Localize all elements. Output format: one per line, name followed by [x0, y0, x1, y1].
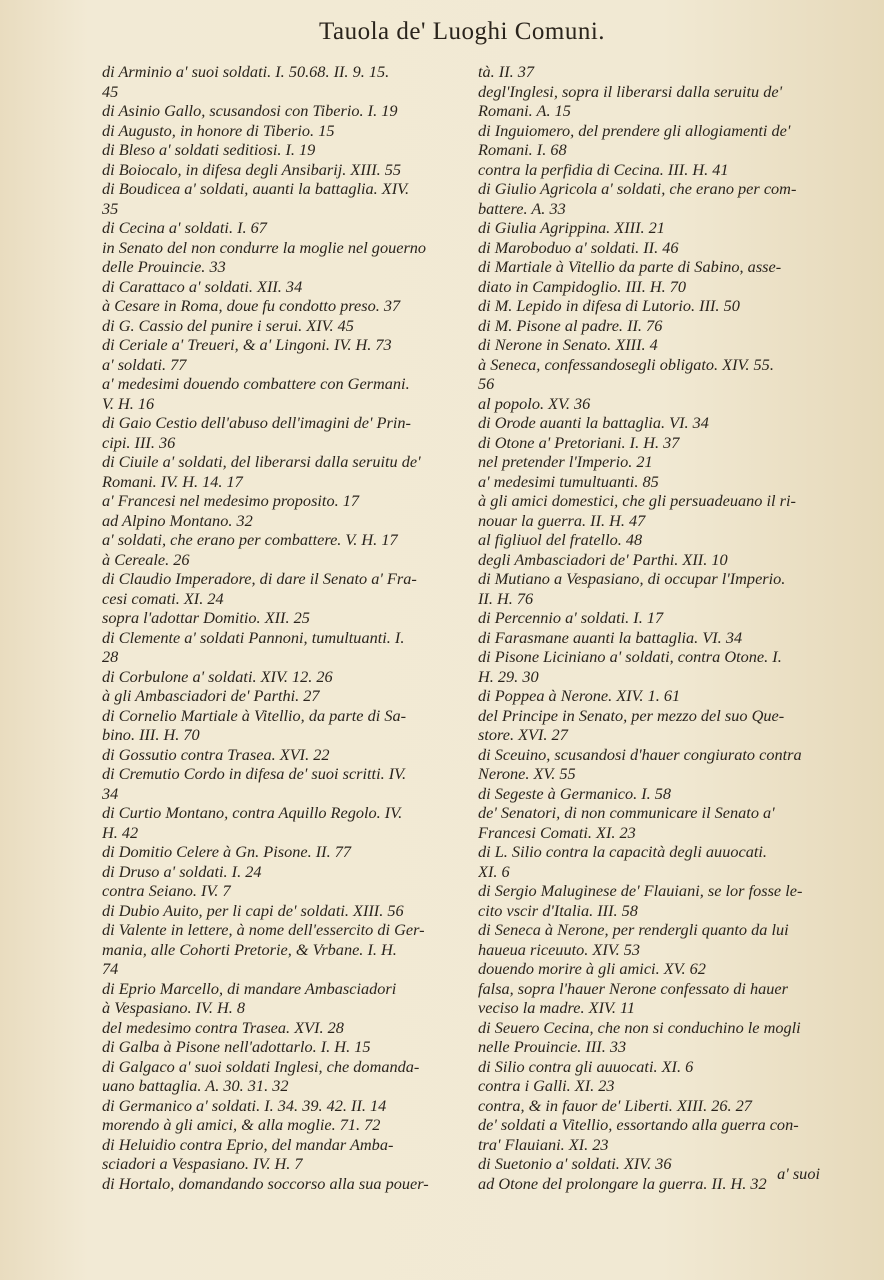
index-entry-line: di Pisone Liciniano a' soldati, contra Otone. I.: [478, 647, 782, 666]
index-entry-line: di Claudio Imperadore, di dare il Senato a' Fra-: [102, 569, 417, 588]
index-entry-line: di M. Pisone al padre. II. 76: [478, 315, 663, 335]
index-entry-line: di Asinio Gallo, scusandosi con Tiberio. I. 19: [102, 101, 398, 120]
index-entry-line: Nerone. XV. 55: [478, 764, 576, 783]
index-entry-line: a' medesimi tumultuanti. 85: [478, 471, 659, 491]
index-entry-line: Francesi Comati. XI. 23: [478, 822, 636, 842]
index-entry-line: di Inguiomero, del prendere gli allogiamenti de': [478, 120, 791, 140]
index-entry-line: falsa, sopra l'hauer Nerone confessato di hauer: [478, 978, 788, 998]
index-entry-line: store. XVI. 27: [478, 725, 568, 744]
index-entry-line: di Cremutio Cordo in difesa de' suoi scritti. IV.: [102, 764, 407, 783]
index-entry-line: ad Alpino Montano. 32: [102, 510, 253, 530]
index-entry-line: di Giulio Agricola a' soldati, che erano per com-: [478, 179, 797, 198]
index-entry-line: di Suetonio a' soldati. XIV. 36: [478, 1154, 672, 1173]
index-entry-line: di Druso a' soldati. I. 24: [102, 861, 262, 881]
index-entry-line: contra i Galli. XI. 23: [478, 1076, 615, 1095]
index-entry-line: mania, alle Cohorti Pretorie, & Vrbane. I. H.: [102, 939, 397, 959]
index-entry-line: di Nerone in Senato. XIII. 4: [478, 335, 658, 354]
index-entry-line: di Ceriale a' Treueri, & a' Lingoni. IV. H. 73: [102, 335, 392, 354]
index-entry-line: di Gossutio contra Trasea. XVI. 22: [102, 744, 330, 764]
index-entry-line: di Cornelio Martiale à Vitellio, da parte di Sa-: [102, 705, 407, 725]
index-entry-line: XI. 6: [478, 861, 510, 881]
index-entry-line: di Germanico a' soldati. I. 34. 39. 42. II. 14: [102, 1095, 387, 1115]
index-entry-line: di Arminio a' suoi soldati. I. 50.68. II. 9. 15.: [102, 62, 390, 81]
index-entry-line: V. H. 16: [102, 393, 155, 413]
index-entry-line: di Corbulone a' soldati. XIV. 12. 26: [102, 666, 333, 686]
index-entry-line: cipi. III. 36: [102, 432, 176, 452]
index-entry-line: à Seneca, confessandosegli obligato. XIV. 55.: [478, 354, 774, 374]
index-entry-line: diato in Campidoglio. III. H. 70: [478, 276, 687, 296]
index-entry-line: al popolo. XV. 36: [478, 393, 591, 413]
index-entry-line: sciadori a Vespasiano. IV. H. 7: [102, 1154, 303, 1173]
index-entry-line: de' Senatori, di non communicare il Senato a': [478, 803, 775, 822]
index-entry-line: bino. III. H. 70: [102, 725, 200, 744]
index-entry-line: 28: [102, 647, 119, 666]
index-entry-line: veciso la madre. XIV. 11: [478, 998, 636, 1017]
index-entry-line: a' Francesi nel medesimo proposito. 17: [102, 491, 360, 510]
index-entry-line: di Carattaco a' soldati. XII. 34: [102, 276, 303, 296]
index-entry-line: à gli Ambasciadori de' Parthi. 27: [102, 686, 320, 705]
index-column-left: [102, 62, 482, 1193]
index-entry-line: à Cereale. 26: [102, 549, 190, 569]
index-entry-line: di Seuero Cecina, che non si conduchino le mogli: [478, 1017, 801, 1037]
index-entry-line: uano battaglia. A. 30. 31. 32: [102, 1076, 289, 1095]
index-entry-line: à gli amici domestici, che gli persuadeuano il ri-: [478, 491, 796, 510]
index-entry-line: ad Otone del prolongare la guerra. II. H. 32: [478, 1173, 767, 1193]
index-entry-line: 45: [102, 81, 119, 101]
index-entry-line: di Eprio Marcello, di mandare Ambasciadori: [102, 978, 397, 998]
index-entry-line: di Galba à Pisone nell'adottarlo. I. H. 15: [102, 1037, 371, 1056]
index-entry-line: douendo morire à gli amici. XV. 62: [478, 959, 706, 978]
index-entry-line: delle Prouincie. 33: [102, 257, 226, 276]
index-entry-line: a' medesimi douendo combattere con Germani.: [102, 374, 410, 393]
index-column-right: [478, 62, 830, 1193]
index-entry-line: battere. A. 33: [478, 198, 566, 218]
index-entry-line: di Percennio a' soldati. I. 17: [478, 608, 664, 627]
index-entry-line: al figliuol del fratello. 48: [478, 530, 643, 549]
index-entry-line: Romani. IV. H. 14. 17: [102, 471, 243, 491]
index-entry-line: di Hortalo, domandando soccorso alla sua pouer-: [102, 1173, 429, 1193]
index-entry-line: di Silio contra gli auuocati. XI. 6: [478, 1056, 694, 1076]
index-entry-line: contra, & in fauor de' Liberti. XIII. 26. 27: [478, 1095, 752, 1115]
index-entry-line: di Curtio Montano, contra Aquillo Regolo. IV.: [102, 803, 403, 822]
index-entry-line: di Seneca à Nerone, per rendergli quanto da lui: [478, 920, 789, 939]
index-entry-line: di Giulia Agrippina. XIII. 21: [478, 218, 665, 237]
page-title: Tauola de' Luoghi Comuni.: [318, 18, 606, 45]
index-entry-line: di Ciuile a' soldati, del liberarsi dalla seruitu de': [102, 452, 421, 471]
index-entry-line: in Senato del non condurre la moglie nel gouerno: [102, 237, 427, 257]
index-entry-line: haueua riceuuto. XIV. 53: [478, 939, 641, 959]
index-entry-line: 74: [102, 959, 119, 978]
index-entry-line: di Maroboduo a' soldati. II. 46: [478, 237, 679, 257]
index-entry-line: de' soldati a Vitellio, essortando alla guerra con-: [478, 1115, 799, 1134]
index-entry-line: di Sceuino, scusandosi d'hauer congiurato contra: [478, 744, 802, 764]
index-entry-line: di Martiale à Vitellio da parte di Sabino, asse-: [478, 257, 782, 276]
index-entry-line: del medesimo contra Trasea. XVI. 28: [102, 1017, 344, 1037]
index-entry-line: morendo à gli amici, & alla moglie. 71. 72: [102, 1115, 381, 1134]
index-entry-line: H. 29. 30: [478, 666, 539, 686]
index-entry-line: nelle Prouincie. III. 33: [478, 1037, 627, 1056]
index-entry-line: nel pretender l'Imperio. 21: [478, 452, 653, 471]
index-entry-line: di Sergio Maluginese de' Flauiani, se lor fosse le-: [478, 881, 803, 900]
index-entry-line: di Clemente a' soldati Pannoni, tumultuanti. I.: [102, 627, 405, 647]
index-entry-line: di Valente in lettere, à nome dell'essercito di Ger-: [102, 920, 425, 939]
index-entry-line: di Cecina a' soldati. I. 67: [102, 218, 267, 237]
index-entry-line: 35: [102, 198, 119, 218]
index-entry-line: di M. Lepido in difesa di Lutorio. III. 50: [478, 296, 740, 315]
index-entry-line: del Principe in Senato, per mezzo del suo Que-: [478, 705, 785, 725]
index-entry-line: di Otone a' Pretoriani. I. H. 37: [478, 432, 680, 452]
index-entry-line: di Orode auanti la battaglia. VI. 34: [478, 413, 709, 432]
index-entry-line: di Dubio Auito, per li capi de' soldati. XIII. 56: [102, 900, 404, 920]
index-entry-line: di Galgaco a' suoi soldati Inglesi, che domanda-: [102, 1056, 420, 1076]
index-entry-line: degli Ambasciadori de' Parthi. XII. 10: [478, 549, 728, 569]
index-entry-line: di Bleso a' soldati seditiosi. I. 19: [102, 140, 316, 159]
index-entry-line: di Mutiano a Vespasiano, di occupar l'Imperio.: [478, 569, 786, 588]
index-entry-line: di Poppea à Nerone. XIV. 1. 61: [478, 686, 681, 705]
index-entry-line: nouar la guerra. II. H. 47: [478, 510, 646, 530]
index-entry-line: di Heluidio contra Eprio, del mandar Amba-: [102, 1134, 394, 1154]
index-entry-line: di L. Silio contra la capacità degli auuocati.: [478, 842, 767, 861]
index-entry-line: di Farasmane auanti la battaglia. VI. 34: [478, 627, 743, 647]
index-entry-line: II. H. 76: [478, 588, 534, 608]
index-entry-line: cesi comati. XI. 24: [102, 588, 224, 608]
index-entry-line: contra la perfidia di Cecina. III. H. 41: [478, 159, 729, 179]
index-entry-line: H. 42: [102, 822, 139, 842]
index-entry-line: Romani. A. 15: [478, 101, 571, 120]
index-entry-line: 34: [102, 783, 119, 803]
index-entry-line: di Boiocalo, in difesa degli Ansibarij. XIII. 55: [102, 159, 402, 179]
index-entry-line: à Vespasiano. IV. H. 8: [102, 998, 246, 1017]
index-entry-line: cito vscir d'Italia. III. 58: [478, 900, 638, 920]
index-entry-line: di Segeste à Germanico. I. 58: [478, 783, 672, 803]
index-entry-line: di Domitio Celere à Gn. Pisone. II. 77: [102, 842, 352, 861]
index-entry-line: a' soldati, che erano per combattere. V. H. 17: [102, 530, 398, 549]
index-entry-line: sopra l'adottar Domitio. XII. 25: [102, 608, 310, 627]
index-entry-line: Romani. I. 68: [478, 140, 567, 159]
index-entry-line: a' soldati. 77: [102, 354, 187, 374]
index-entry-line: di G. Cassio del punire i serui. XIV. 45: [102, 315, 354, 335]
index-entry-line: di Gaio Cestio dell'abuso dell'imagini de' Prin-: [102, 413, 411, 432]
index-entry-line: tra' Flauiani. XI. 23: [478, 1134, 609, 1154]
index-entry-line: à Cesare in Roma, doue fu condotto preso. 37: [102, 296, 401, 315]
index-entry-line: degl'Inglesi, sopra il liberarsi dalla seruitu de': [478, 81, 783, 101]
index-entry-line: di Boudicea a' soldati, auanti la battaglia. XIV.: [102, 179, 410, 198]
catchword: a' suoi: [777, 1164, 820, 1183]
index-entry-line: di Augusto, in honore di Tiberio. 15: [102, 120, 335, 140]
index-entry-line: 56: [478, 374, 495, 393]
index-entry-line: contra Seiano. IV. 7: [102, 881, 231, 900]
index-entry-line: tà. II. 37: [478, 62, 535, 81]
